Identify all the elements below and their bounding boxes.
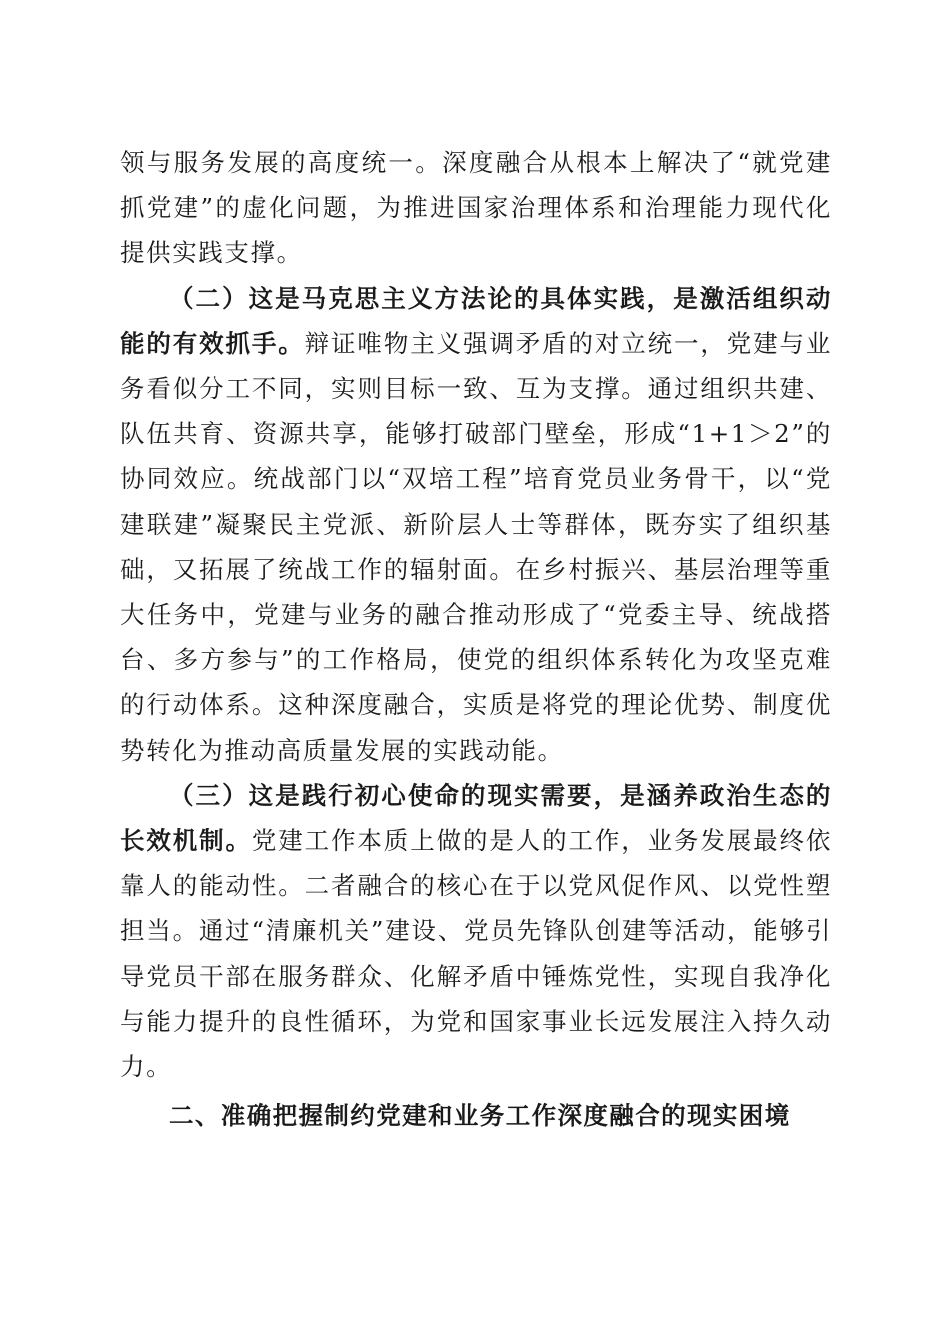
paragraph-point-2 — [120, 276, 832, 773]
paragraph-intro: 领与服务发展的高度统一。深度融合从根本上解决了“就党建抓党建”的虚化问题，为推进国家治理体系和治理能力现代化提供实践支撑。 — [120, 148, 832, 268]
paragraph-point-3 — [120, 773, 832, 1089]
document-body — [120, 140, 832, 1138]
paragraph-point-2-lead: （二）这是马克思主义方法论的具体实践，是激活组织动能的有效抓手。 — [120, 283, 832, 358]
paragraph-point-3-body: 党建工作本质上做的是人的工作，业务发展最终依靠人的能动性。二者融合的核心在于以党风促作风、以党性塑担当。通过“清廉机关”建设、党员先锋队创建等活动，能够引导党员干部在服务群众、化解矛盾中锤炼党性，实现自我净化与能力提升的良性循环，为党和国家事业长远发展注入持久动力。 — [120, 826, 832, 1082]
section-heading: 二、准确把握制约党建和业务工作深度融合的现实困境 — [169, 1101, 791, 1131]
paragraph-point-2-body: 辩证唯物主义强调矛盾的对立统一，党建与业务看似分工不同，实则目标一致、互为支撑。通过组织共建、队伍共育、资源共享，能够打破部门壁垒，形成“1+1＞2”的协同效应。统战部门以“双培工程”培育党员业务骨干，以“党建联建”凝聚民主党派、新阶层人士等群体，既夯实了组织基础，又拓展了统战工作的辐射面。在乡村振兴、基层治理等重大任务中，党建与业务的融合推动形成了“党委主导、统战搭台、多方参与”的工作格局，使党的组织体系转化为攻坚克难的行动体系。这种深度融合，实质是将党的理论优势、制度优势转化为推动高质量发展的实践动能。 — [120, 328, 833, 765]
paragraph-point-3-lead: （三）这是践行初心使命的现实需要，是涵养政治生态的长效机制。 — [120, 780, 832, 856]
